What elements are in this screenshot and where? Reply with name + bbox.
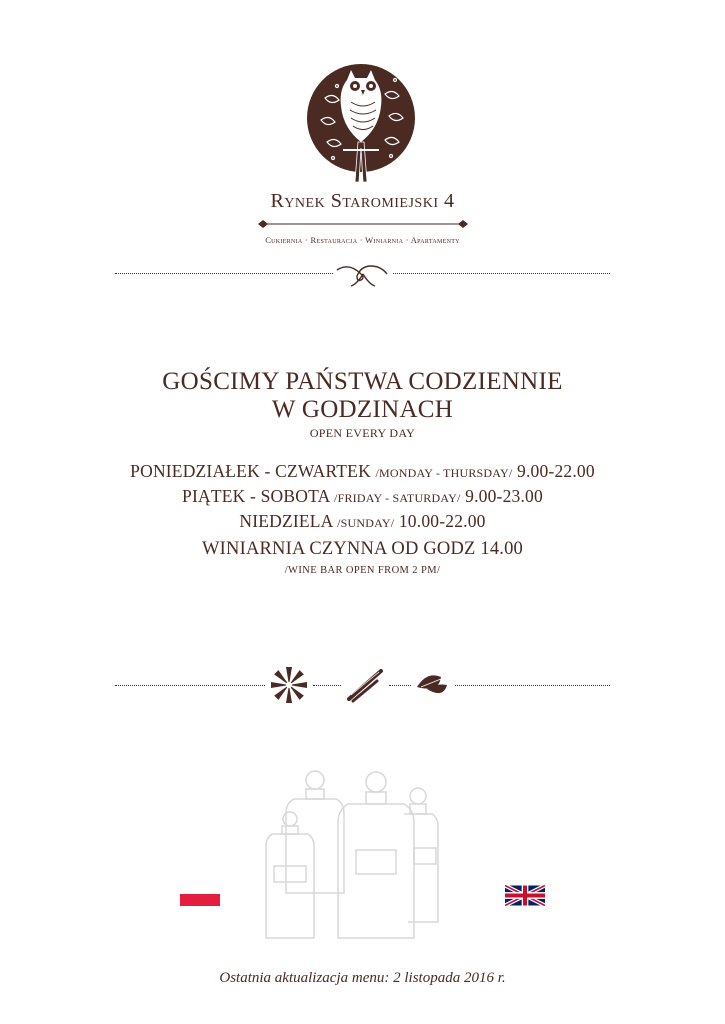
mint-leaf-icon bbox=[413, 665, 453, 705]
flag-uk-icon[interactable] bbox=[505, 885, 545, 906]
spice-divider bbox=[115, 665, 610, 705]
flag-pl-icon[interactable] bbox=[180, 894, 220, 906]
hours-row bbox=[0, 460, 725, 485]
hours-day-translation: /SUNDAY/ bbox=[337, 516, 395, 530]
hours-day: NIEDZIELA bbox=[239, 511, 333, 531]
wine-bar-hours: WINIARNIA CZYNNA OD GODZ 14.00 bbox=[202, 539, 523, 559]
hours-time: 9.00-23.00 bbox=[465, 486, 543, 506]
hours-time: 9.00-22.00 bbox=[517, 461, 595, 481]
opening-hours-heading bbox=[0, 368, 725, 424]
top-divider bbox=[115, 258, 610, 288]
brand-underline-icon bbox=[258, 218, 468, 230]
hours-day-translation: /MONDAY - THURSDAY/ bbox=[375, 466, 513, 480]
opening-hours-subheading: OPEN EVERY DAY bbox=[309, 426, 416, 440]
hours-row bbox=[0, 510, 725, 535]
brand-tagline: Cukiernia · Restauracja · Winiarnia · Apartamenty bbox=[265, 235, 460, 245]
last-update-note: Ostatnia aktualizacja menu: 2 listopada 2016 r. bbox=[219, 970, 506, 986]
star-anise-icon bbox=[267, 665, 311, 705]
hours-day: PONIEDZIAŁEK - CZWARTEK bbox=[130, 461, 371, 481]
heading-line-1: GOŚCIMY PAŃSTWA CODZIENNIE bbox=[162, 368, 563, 395]
brand-name: Rynek Staromiejski 4 bbox=[270, 190, 455, 212]
hours-row bbox=[0, 485, 725, 510]
cinnamon-stick-icon bbox=[343, 665, 387, 705]
owl-logo-icon bbox=[303, 58, 423, 188]
apothecary-jars-icon bbox=[258, 770, 458, 945]
logo[interactable] bbox=[0, 58, 725, 188]
ribbon-ornament-icon bbox=[335, 258, 391, 288]
hours-list bbox=[0, 460, 725, 535]
hours-day: PIĄTEK - SOBOTA bbox=[182, 486, 330, 506]
heading-line-2: W GODZINACH bbox=[271, 396, 454, 423]
wine-bar-hours-en: /WINE BAR OPEN FROM 2 PM/ bbox=[284, 565, 441, 576]
hours-day-translation: /FRIDAY - SATURDAY/ bbox=[334, 491, 461, 505]
hours-time: 10.00-22.00 bbox=[398, 511, 486, 531]
